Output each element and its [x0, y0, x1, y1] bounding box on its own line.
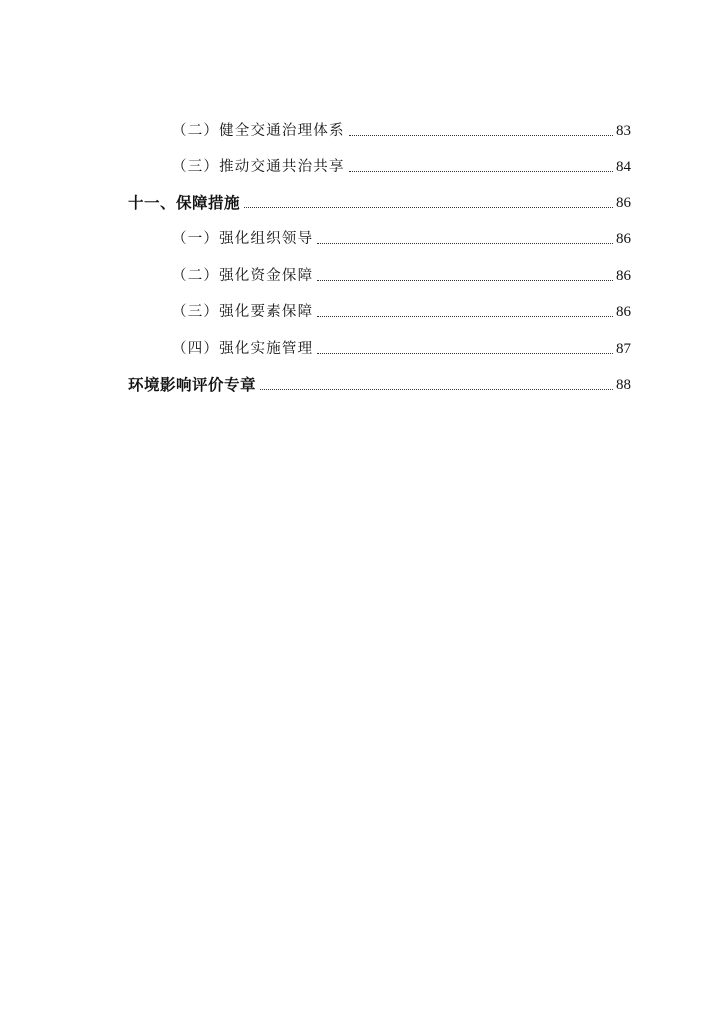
dot-leader	[349, 171, 613, 172]
toc-entry-shared-governance[interactable]	[172, 153, 631, 177]
toc-entry-page: 86	[616, 231, 631, 247]
toc-entry-page: 84	[616, 159, 631, 175]
dot-leader	[317, 353, 613, 354]
toc-chapter-page: 88	[616, 377, 631, 393]
toc-entry-page: 83	[616, 123, 631, 139]
toc-entry-page: 86	[616, 268, 631, 284]
toc-entry-funding-guarantee[interactable]	[172, 262, 631, 286]
toc-entry-page: 86	[616, 304, 631, 320]
toc-entry-governance-system[interactable]	[172, 117, 631, 141]
toc-entry-title: （二）强化资金保障	[172, 268, 314, 284]
toc-chapter-title: 十一、保障措施	[128, 194, 241, 212]
toc-chapter-environmental-assessment[interactable]	[128, 371, 631, 395]
toc-entry-title: （三）推动交通共治共享	[172, 159, 345, 175]
dot-leader	[244, 207, 613, 208]
toc-entry-title: （四）强化实施管理	[172, 341, 314, 357]
dot-leader	[317, 243, 613, 244]
dot-leader	[317, 280, 613, 281]
toc-entry-implementation-management[interactable]	[172, 335, 631, 359]
toc-chapter-page: 86	[616, 195, 631, 211]
dot-leader	[349, 135, 613, 136]
dot-leader	[260, 389, 613, 390]
toc-entry-title: （二）健全交通治理体系	[172, 123, 345, 139]
dot-leader	[317, 316, 613, 317]
toc-chapter-title: 环境影响评价专章	[128, 376, 257, 394]
toc-entry-page: 87	[616, 341, 631, 357]
toc-entry-factor-guarantee[interactable]	[172, 298, 631, 322]
toc-entry-organization-leadership[interactable]	[172, 225, 631, 249]
toc-entry-title: （三）强化要素保障	[172, 304, 314, 320]
toc-entry-title: （一）强化组织领导	[172, 231, 314, 247]
toc-chapter-safeguard-measures[interactable]	[128, 189, 631, 213]
